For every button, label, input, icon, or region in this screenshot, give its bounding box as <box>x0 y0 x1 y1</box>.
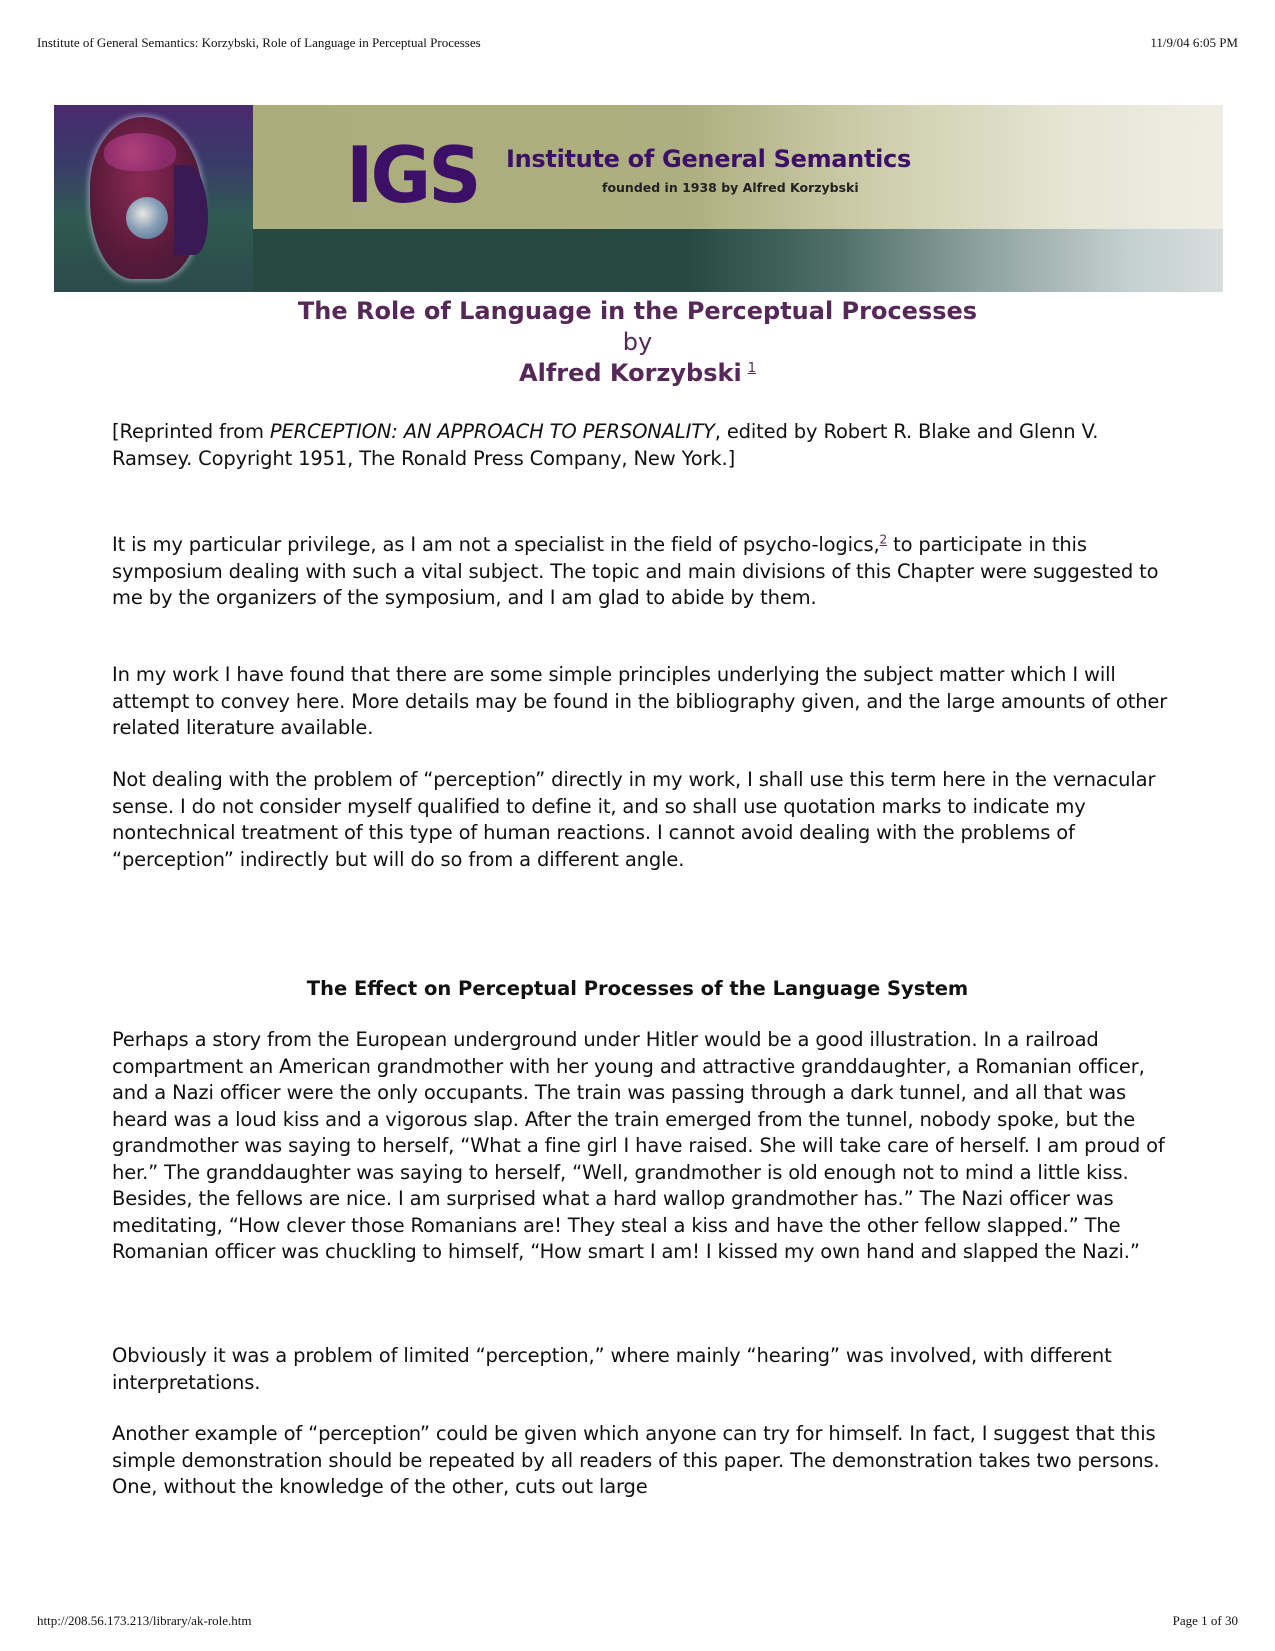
paragraph-4 <box>112 1027 1172 1266</box>
igs-banner <box>54 105 1223 292</box>
citation-prefix: [Reprinted from <box>112 420 270 443</box>
paragraph-2-text: In my work I have found that there are some simple principles underlying the subject matter which I will attempt to convey here. More details may be found in the bibliography given, and the large amounts of other related literature available. <box>112 663 1168 739</box>
citation-book-title: PERCEPTION: AN APPROACH TO PERSONALITY <box>269 420 715 443</box>
paragraph-1-text-b: to participate in this symposium dealing with such a vital subject. The topic and main divisions of this Chapter were suggested to me by the organizers of the symposium, and I am glad to abide by them. <box>112 533 1159 609</box>
print-datetime: 11/9/04 6:05 PM <box>1150 35 1238 50</box>
paragraph-6 <box>112 1421 1172 1501</box>
byline-by: by <box>622 328 653 356</box>
citation-note <box>112 419 1172 472</box>
paragraph-1-text-a: It is my particular privilege, as I am not a specialist in the field of psycho-logics, <box>112 533 880 556</box>
founded-tagline: founded in 1938 by Alfred Korzybski <box>602 180 859 195</box>
globe-icon <box>126 197 168 239</box>
paragraph-3 <box>112 767 1172 873</box>
article-title: The Role of Language in the Perceptual Processes <box>297 297 978 325</box>
banner-bottom-band <box>253 229 1223 292</box>
paragraph-5 <box>112 1343 1172 1396</box>
paragraph-2 <box>112 662 1172 742</box>
paragraph-1 <box>112 532 1172 612</box>
author-name: Alfred Korzybski <box>519 359 742 387</box>
paragraph-4-text: Perhaps a story from the European underground under Hitler would be a good illustration. In a railroad compartment an American grandmother with her young and attractive granddaughter, a Romanian officer, and a Nazi officer were the only occupants. The train was passing through a dark tunnel, and all that was heard was a loud kiss and a vigorous slap. After the train emerged from the tunnel, nobody spoke, but the grandmother was saying to herself, “What a fine girl I have raised. She will take care of herself. I am proud of her.” The granddaughter was saying to herself, “Well, grandmother is old enough not to mind a little kiss. Besides, the fellows are nice. I am surprised what a hard wallop grandmother has.” The Nazi officer was meditating, “How clever those Romanians are! They steal a kiss and have the other fellow slapped.” The Romanian officer was chuckling to himself, “How smart I am! I kissed my own hand and slapped the Nazi.” <box>112 1028 1165 1263</box>
page-indicator: Page 1 of 30 <box>1172 1613 1238 1628</box>
citation-suffix: , edited by Robert R. Blake and Glenn V. Ramsey. Copyright 1951, The Ronald Press Company, New York.] <box>112 420 1099 470</box>
footnote-2-link[interactable]: 2 <box>879 532 888 547</box>
author-line <box>0 359 1275 387</box>
print-page-title: Institute of General Semantics: Korzybski, Role of Language in Perceptual Processes <box>37 35 481 50</box>
igs-logo-text: IGS <box>346 130 479 222</box>
paragraph-5-text: Obviously it was a problem of limited “perception,” where mainly “hearing” was involved, with different interpretations. <box>112 1344 1112 1394</box>
footnote-1-link[interactable]: 1 <box>747 361 756 376</box>
paragraph-3-text: Not dealing with the problem of “perception” directly in my work, I shall use this term here in the vernacular sense. I do not consider myself qualified to define it, and so shall use quotation marks to indicate my nontechnical treatment of this type of human reactions. I cannot avoid dealing with the problems of “perception” indirectly but will do so from a different angle. <box>112 768 1156 871</box>
face-profile <box>174 165 208 255</box>
paragraph-6-text: Another example of “perception” could be given which anyone can try for himself. In fact, I suggest that this simple demonstration should be repeated by all readers of this paper. The demonstration takes two persons. One, without the knowledge of the other, cuts out large <box>112 1422 1160 1498</box>
head-globe-logo-icon <box>54 105 253 292</box>
section-heading: The Effect on Perceptual Processes of the Language System <box>306 977 969 1000</box>
print-url: http://208.56.173.213/library/ak-role.htm <box>37 1613 252 1628</box>
organization-name: Institute of General Semantics <box>506 145 911 173</box>
brain-graphic <box>104 133 176 171</box>
